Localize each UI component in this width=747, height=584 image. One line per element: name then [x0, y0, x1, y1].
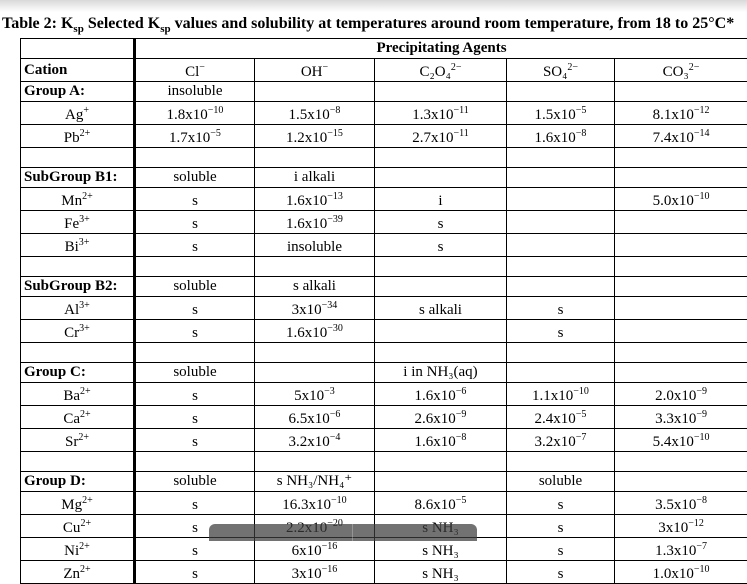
cation-row	[21, 383, 747, 406]
ksp-mantissa: s	[192, 411, 198, 427]
spacer-cell	[507, 148, 615, 168]
spacer-cell	[21, 148, 135, 168]
ksp-value-cell	[375, 102, 507, 125]
agent-charge: 2−	[689, 62, 700, 73]
ksp-mantissa: s	[192, 193, 198, 209]
ksp-exponent: −6	[456, 386, 467, 397]
ksp-mantissa: 5x10	[294, 388, 324, 404]
cation-charge: 2+	[80, 564, 91, 575]
ksp-value-cell	[255, 406, 375, 429]
cation-symbol: Ba	[63, 388, 80, 404]
spacer-row	[21, 257, 747, 277]
cation-row	[21, 102, 747, 125]
spacer-cell	[255, 148, 375, 168]
ksp-mantissa: s	[192, 434, 198, 450]
cation-symbol: Bi	[65, 239, 79, 255]
cation-cell	[21, 102, 135, 125]
cation-row	[21, 125, 747, 148]
group-solubility-note	[375, 168, 507, 188]
group-solubility-note	[615, 82, 747, 102]
ksp-exponent: −4	[330, 432, 341, 443]
agent-formula: CO₃	[663, 64, 689, 80]
group-header-row	[21, 82, 747, 102]
cation-cell	[21, 492, 135, 515]
group-header-row	[21, 472, 747, 492]
ksp-exponent: −8	[576, 128, 587, 139]
spacer-cell	[255, 452, 375, 472]
ksp-mantissa: 1.6x10	[535, 130, 576, 146]
spacer-cell	[21, 257, 135, 277]
ksp-exponent: −5	[456, 495, 467, 506]
agent-charge: −	[323, 62, 329, 73]
agent-formula: Cl	[185, 64, 199, 80]
group-solubility-note	[615, 168, 747, 188]
ksp-exponent: −12	[688, 518, 704, 529]
ksp-value-cell	[507, 429, 615, 452]
group-solubility-note: i alkali	[255, 168, 375, 188]
ksp-value-cell	[135, 406, 255, 429]
group-header-row	[21, 277, 747, 297]
ksp-mantissa: 3.2x10	[535, 434, 576, 450]
ksp-mantissa: 8.1x10	[653, 107, 694, 123]
group-solubility-note	[375, 472, 507, 492]
ksp-value-cell	[375, 561, 507, 584]
ksp-exponent: −5	[210, 128, 221, 139]
group-name: Group A:	[21, 82, 135, 102]
ksp-value-cell	[255, 492, 375, 515]
group-name: SubGroup B1:	[21, 168, 135, 188]
cation-cell	[21, 234, 135, 257]
ksp-mantissa: 2.4x10	[535, 411, 576, 427]
ksp-mantissa: 3.2x10	[289, 434, 330, 450]
spacer-cell	[135, 148, 255, 168]
ksp-value-cell	[135, 383, 255, 406]
ksp-value-cell	[135, 102, 255, 125]
ksp-exponent: −10	[694, 432, 710, 443]
group-solubility-note	[507, 168, 615, 188]
cation-row	[21, 188, 747, 211]
spacer-cell	[21, 452, 135, 472]
spacer-cell	[615, 257, 747, 277]
cation-row	[21, 561, 747, 584]
ksp-exponent: −14	[694, 128, 710, 139]
ksp-mantissa: 8.6x10	[415, 497, 456, 513]
ksp-exponent: −8	[696, 495, 707, 506]
ksp-exponent: −34	[322, 300, 338, 311]
ksp-mantissa: 3.5x10	[655, 497, 696, 513]
agent-header-so4	[507, 59, 615, 82]
cation-symbol: Sr	[65, 434, 78, 450]
ksp-value-cell	[375, 211, 507, 234]
ksp-value-cell	[135, 320, 255, 343]
ksp-exponent: −5	[576, 105, 587, 116]
precipitating-agents-header: Precipitating Agents	[135, 39, 747, 59]
agent-formula: SO₄	[543, 64, 567, 80]
spacer-cell	[615, 148, 747, 168]
ksp-mantissa: s	[192, 566, 198, 582]
ksp-exponent: −9	[696, 409, 707, 420]
ksp-value-cell	[375, 297, 507, 320]
agent-formula: OH	[301, 64, 323, 80]
ksp-mantissa: 1.1x10	[532, 388, 573, 404]
top-shadow	[0, 0, 747, 12]
group-solubility-note: soluble	[135, 277, 255, 297]
agent-header-co3	[615, 59, 747, 82]
ksp-exponent: −7	[576, 432, 587, 443]
ksp-value-cell	[375, 234, 507, 257]
ksp-mantissa: s	[192, 325, 198, 341]
group-header-row	[21, 363, 747, 383]
ksp-value-cell	[255, 234, 375, 257]
cation-symbol: Ca	[63, 411, 80, 427]
ksp-mantissa: s	[192, 302, 198, 318]
ksp-mantissa: 3x10	[292, 302, 322, 318]
ksp-mantissa: s	[438, 216, 444, 232]
ksp-value-cell	[507, 492, 615, 515]
agent-header-cl	[135, 59, 255, 82]
ksp-value-cell	[615, 102, 747, 125]
ksp-mantissa: s	[558, 497, 564, 513]
ksp-mantissa: s	[192, 497, 198, 513]
ksp-exponent: −8	[330, 105, 341, 116]
ksp-value-cell	[615, 211, 747, 234]
ksp-value-cell	[255, 561, 375, 584]
ksp-value-cell	[615, 429, 747, 452]
ksp-table	[20, 38, 747, 584]
cation-charge: 2+	[82, 495, 93, 506]
spacer-cell	[507, 452, 615, 472]
spacer-cell	[135, 343, 255, 363]
ksp-value-cell	[507, 297, 615, 320]
ksp-exponent: −10	[694, 191, 710, 202]
ksp-mantissa: s	[558, 543, 564, 559]
ksp-value-cell	[135, 297, 255, 320]
ksp-value-cell	[615, 125, 747, 148]
ksp-mantissa: i	[438, 193, 442, 209]
ksp-mantissa: 3.3x10	[655, 411, 696, 427]
ksp-value-cell	[615, 234, 747, 257]
cation-charge: 2+	[80, 409, 91, 420]
ksp-mantissa: s	[192, 388, 198, 404]
header-empty-cell	[21, 39, 135, 59]
ksp-value-cell	[255, 188, 375, 211]
ksp-value-cell	[375, 188, 507, 211]
cation-row	[21, 297, 747, 320]
cation-symbol: Ag	[65, 107, 83, 123]
agent-formula: C₂O₄	[420, 64, 451, 80]
cation-cell	[21, 429, 135, 452]
cation-symbol: Cu	[63, 520, 81, 536]
cation-cell	[21, 406, 135, 429]
cation-cell	[21, 383, 135, 406]
ksp-mantissa: 1.6x10	[286, 325, 327, 341]
spacer-cell	[507, 343, 615, 363]
ksp-mantissa: insoluble	[287, 239, 342, 255]
agent-header-c2o4	[375, 59, 507, 82]
ksp-value-cell	[507, 406, 615, 429]
group-solubility-note: insoluble	[135, 82, 255, 102]
group-solubility-note	[615, 472, 747, 492]
ksp-exponent: −10	[694, 564, 710, 575]
ksp-mantissa: 1.6x10	[286, 193, 327, 209]
ksp-mantissa: s	[192, 239, 198, 255]
ksp-mantissa: 1.5x10	[289, 107, 330, 123]
ksp-value-cell	[375, 125, 507, 148]
ksp-mantissa: 1.0x10	[653, 566, 694, 582]
ksp-value-cell	[507, 234, 615, 257]
cation-symbol: Zn	[63, 566, 80, 582]
spacer-cell	[21, 343, 135, 363]
ksp-value-cell	[375, 383, 507, 406]
viewer-overlay-toolbar[interactable]	[209, 524, 477, 541]
ksp-value-cell	[615, 492, 747, 515]
group-name: SubGroup B2:	[21, 277, 135, 297]
ksp-value-cell	[507, 211, 615, 234]
ksp-exponent: −7	[696, 541, 707, 552]
group-solubility-note	[375, 277, 507, 297]
ksp-mantissa: 6x10	[292, 543, 322, 559]
group-solubility-note	[615, 363, 747, 383]
group-solubility-note: soluble	[135, 472, 255, 492]
cation-charge: +	[83, 105, 89, 116]
cation-row	[21, 234, 747, 257]
spacer-cell	[135, 257, 255, 277]
cation-charge: 2+	[80, 128, 91, 139]
ksp-value-cell	[507, 383, 615, 406]
group-solubility-note: soluble	[507, 472, 615, 492]
ksp-value-cell	[615, 297, 747, 320]
ksp-exponent: −5	[576, 409, 587, 420]
cation-column-header: Cation	[21, 59, 135, 82]
spacer-cell	[255, 257, 375, 277]
ksp-mantissa: 7.4x10	[653, 130, 694, 146]
ksp-mantissa: s	[438, 239, 444, 255]
spacer-cell	[375, 343, 507, 363]
ksp-value-cell	[135, 492, 255, 515]
group-solubility-note	[507, 277, 615, 297]
spacer-cell	[615, 343, 747, 363]
ksp-value-cell	[255, 429, 375, 452]
ksp-exponent: −10	[331, 495, 347, 506]
ksp-value-cell	[615, 406, 747, 429]
cation-cell	[21, 297, 135, 320]
ksp-mantissa: 5.4x10	[653, 434, 694, 450]
agent-charge: −	[199, 62, 205, 73]
group-solubility-note	[255, 363, 375, 383]
agent-charge: 2−	[567, 62, 578, 73]
cation-symbol: Pb	[64, 130, 80, 146]
ksp-exponent: −13	[327, 191, 343, 202]
ksp-exponent: −3	[324, 386, 335, 397]
ksp-value-cell	[135, 561, 255, 584]
group-solubility-note: s alkali	[255, 277, 375, 297]
ksp-value-cell	[135, 211, 255, 234]
ksp-value-cell	[615, 515, 747, 538]
ksp-value-cell	[507, 515, 615, 538]
ksp-exponent: −12	[694, 105, 710, 116]
ksp-value-cell	[375, 320, 507, 343]
ksp-value-cell	[135, 188, 255, 211]
ksp-mantissa: 1.3x10	[655, 543, 696, 559]
ksp-value-cell	[507, 125, 615, 148]
spacer-cell	[375, 452, 507, 472]
cation-cell	[21, 320, 135, 343]
ksp-mantissa: s NH₃	[422, 543, 458, 559]
ksp-exponent: −15	[327, 128, 343, 139]
group-header-row	[21, 168, 747, 188]
ksp-value-cell	[507, 320, 615, 343]
spacer-cell	[507, 257, 615, 277]
ksp-exponent: −11	[453, 128, 468, 139]
spacer-cell	[255, 343, 375, 363]
group-solubility-note	[615, 277, 747, 297]
ksp-exponent: −16	[322, 564, 338, 575]
ksp-mantissa: 1.6x10	[286, 216, 327, 232]
cation-cell	[21, 188, 135, 211]
group-solubility-note: soluble	[135, 168, 255, 188]
ksp-value-cell	[135, 125, 255, 148]
ksp-value-cell	[255, 297, 375, 320]
ksp-value-cell	[255, 383, 375, 406]
group-solubility-note	[507, 82, 615, 102]
ksp-mantissa: 3x10	[658, 520, 688, 536]
ksp-value-cell	[375, 492, 507, 515]
ksp-exponent: −10	[573, 386, 589, 397]
agent-charge: 2−	[451, 62, 462, 73]
ksp-value-cell	[507, 188, 615, 211]
cation-row	[21, 492, 747, 515]
ksp-mantissa: s	[558, 520, 564, 536]
group-solubility-note: soluble	[135, 363, 255, 383]
ksp-exponent: −16	[322, 541, 338, 552]
ksp-value-cell	[255, 102, 375, 125]
cation-row	[21, 211, 747, 234]
cation-symbol: Mg	[61, 497, 82, 513]
cation-cell	[21, 211, 135, 234]
ksp-value-cell	[615, 383, 747, 406]
ksp-exponent: −39	[327, 214, 343, 225]
table-caption: Table 2: $K_{sp}$ Selected $K_{sp}$ values and solubility at temperatures around room temperature, from 18 to 25°C*	[2, 14, 747, 39]
ksp-exponent: −9	[696, 386, 707, 397]
ksp-exponent: −6	[330, 409, 341, 420]
overlay-right-button[interactable]	[353, 524, 477, 541]
ksp-mantissa: 3x10	[292, 566, 322, 582]
ksp-mantissa: 1.7x10	[169, 130, 210, 146]
cation-row	[21, 406, 747, 429]
spacer-row	[21, 343, 747, 363]
ksp-value-cell	[375, 406, 507, 429]
cation-symbol: Cr	[64, 325, 79, 341]
ksp-mantissa: 1.6x10	[415, 434, 456, 450]
cation-charge: 2+	[78, 432, 89, 443]
ksp-mantissa: 16.3x10	[282, 497, 331, 513]
cation-cell	[21, 515, 135, 538]
ksp-exponent: −30	[327, 323, 343, 334]
ksp-value-cell	[135, 429, 255, 452]
ksp-exponent: −10	[208, 105, 224, 116]
ksp-value-cell	[615, 320, 747, 343]
group-name: Group C:	[21, 363, 135, 383]
ksp-value-cell	[507, 561, 615, 584]
spacer-cell	[135, 452, 255, 472]
ksp-mantissa: s	[558, 325, 564, 341]
cation-cell	[21, 125, 135, 148]
cation-cell	[21, 561, 135, 584]
ksp-exponent: −11	[453, 105, 468, 116]
spacer-row	[21, 452, 747, 472]
group-solubility-note: s NH₃/NH₄⁺	[255, 472, 375, 492]
overlay-left-button[interactable]	[209, 524, 353, 541]
ksp-mantissa: s	[558, 566, 564, 582]
cation-symbol: Ni	[64, 543, 79, 559]
ksp-exponent: −8	[456, 432, 467, 443]
ksp-mantissa: s	[192, 543, 198, 559]
table-body	[21, 82, 747, 584]
group-solubility-note	[255, 82, 375, 102]
ksp-mantissa: 1.5x10	[535, 107, 576, 123]
ksp-mantissa: s	[192, 520, 198, 536]
cation-charge: 2+	[82, 191, 93, 202]
ksp-value-cell	[135, 234, 255, 257]
ksp-value-cell	[375, 429, 507, 452]
spacer-row	[21, 148, 747, 168]
group-solubility-note	[375, 82, 507, 102]
agent-header-row	[21, 59, 747, 82]
cation-symbol: Al	[64, 302, 79, 318]
spacer-cell	[615, 452, 747, 472]
ksp-value-cell	[615, 561, 747, 584]
ksp-mantissa: 1.8x10	[167, 107, 208, 123]
ksp-value-cell	[255, 211, 375, 234]
cation-charge: 2+	[80, 518, 91, 529]
cation-charge: 2+	[79, 541, 90, 552]
cation-charge: 3+	[79, 214, 90, 225]
cation-charge: 3+	[79, 300, 90, 311]
cation-charge: 3+	[79, 323, 90, 334]
cation-symbol: Mn	[61, 193, 82, 209]
agent-header-oh	[255, 59, 375, 82]
ksp-mantissa: 1.3x10	[412, 107, 453, 123]
ksp-mantissa: 1.2x10	[286, 130, 327, 146]
ksp-mantissa: s NH₃	[422, 566, 458, 582]
ksp-mantissa: 2.6x10	[415, 411, 456, 427]
ksp-value-cell	[615, 188, 747, 211]
ksp-mantissa: 2.7x10	[412, 130, 453, 146]
cation-charge: 3+	[79, 237, 90, 248]
cation-charge: 2+	[80, 386, 91, 397]
ksp-mantissa: s	[558, 302, 564, 318]
ksp-value-cell	[255, 125, 375, 148]
group-solubility-note	[507, 363, 615, 383]
cation-row	[21, 429, 747, 452]
ksp-mantissa: 6.5x10	[289, 411, 330, 427]
spacer-cell	[375, 257, 507, 277]
ksp-mantissa: 5.0x10	[653, 193, 694, 209]
ksp-mantissa: 1.6x10	[415, 388, 456, 404]
group-solubility-note: i in NH₃(aq)	[375, 363, 507, 383]
ksp-mantissa: s	[192, 216, 198, 232]
ksp-value-cell	[507, 102, 615, 125]
ksp-mantissa: 2.0x10	[655, 388, 696, 404]
cation-symbol: Fe	[64, 216, 79, 232]
ksp-value-cell	[255, 320, 375, 343]
ksp-mantissa: s alkali	[419, 302, 462, 318]
ksp-exponent: −9	[456, 409, 467, 420]
group-name: Group D:	[21, 472, 135, 492]
cation-row	[21, 320, 747, 343]
spacer-cell	[375, 148, 507, 168]
